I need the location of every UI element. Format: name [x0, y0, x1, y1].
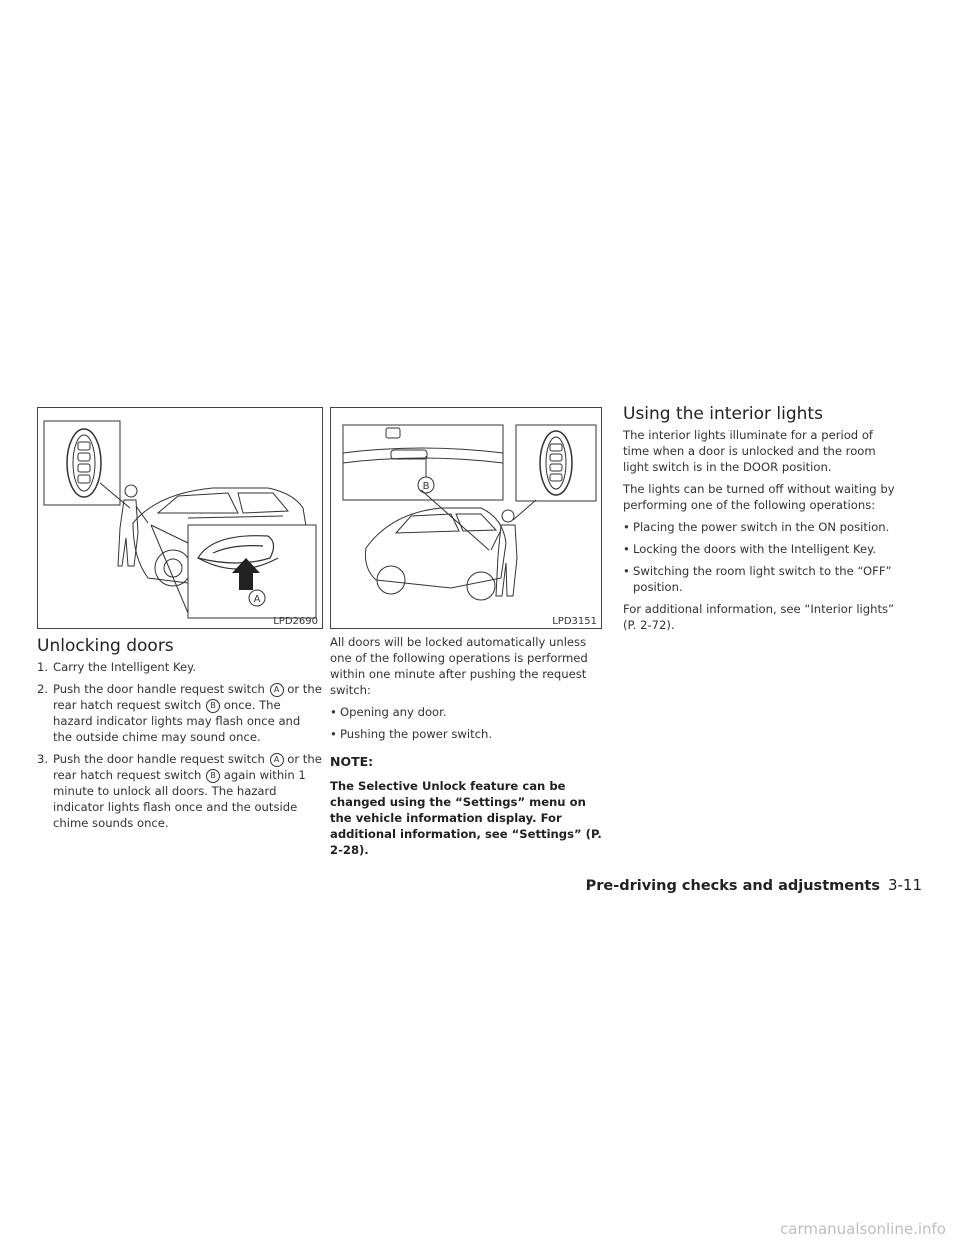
section-name: Pre-driving checks and adjustments [585, 878, 880, 894]
illustration-rear-hatch [331, 408, 601, 628]
section-title-interior: Using the interior lights [623, 404, 823, 424]
section-title-unlocking: Unlocking doors [37, 636, 174, 656]
page-number: 3-11 [887, 876, 922, 894]
list-item: • Locking the doors with the Intelligent Key. [623, 542, 877, 556]
intelligent-key-icon [540, 431, 572, 495]
note-heading: NOTE: [330, 754, 374, 769]
figure-door-handle-switch [37, 407, 323, 629]
autolock-intro: All doors will be locked automatically unless one of the following operations is performed within one minute after pushing the request switch: [330, 635, 588, 697]
page-footer [586, 876, 922, 894]
callout-b: B [422, 481, 430, 492]
callout-b: B [206, 699, 220, 713]
unlocking-steps [37, 659, 322, 837]
callout-a: A [270, 753, 284, 767]
vehicle-illustration [365, 508, 506, 600]
list-item: 1. Carry the Intelligent Key. [37, 660, 197, 674]
figure-code: LPD3151 [552, 616, 597, 627]
figure-code: LPD2690 [273, 616, 318, 627]
autolock-section [330, 634, 602, 858]
interior-section: The interior lights illuminate for a period of time when a door is unlocked and the room light switch is in the DOOR position. The lights can be turned off without waiting by performing one of the following operations: • Placing the power switch in the ON position. • Locking the doors with the Intelligent Key. • Switching the room light switch to the “OFF” position. For additional information, see “Interior lights” (P. 2-72). [623, 428, 895, 632]
list-item: 2. Push the door handle request switch A or the rear hatch request switch B once. The hazard indicator lights may flash once and the outside chime may sound once. [37, 682, 322, 744]
list-item: • Pushing the power switch. [330, 727, 493, 741]
note-body: The Selective Unlock feature can be changed using the “Settings” menu on the vehicle information display. For additional information, see “Settings” (P. 2-28). [330, 779, 602, 857]
list-item: • Opening any door. [330, 705, 447, 719]
intelligent-key-icon [67, 429, 101, 497]
callout-b: B [206, 769, 220, 783]
list-item: • Placing the power switch in the ON position. [623, 520, 890, 534]
list-item: • Switching the room light switch to the “OFF” position. [623, 564, 892, 594]
illustration-door-handle [38, 408, 322, 628]
list-item: 3. Push the door handle request switch A or the rear hatch request switch B again within 1 minute to unlock all doors. The hazard indicator lights flash once and the outside chime sounds once. [37, 752, 322, 830]
callout-a: A [253, 594, 261, 605]
callout-a: A [270, 683, 284, 697]
watermark: carmanualsonline.info [780, 1220, 946, 1238]
figure-rear-hatch-switch [330, 407, 602, 629]
